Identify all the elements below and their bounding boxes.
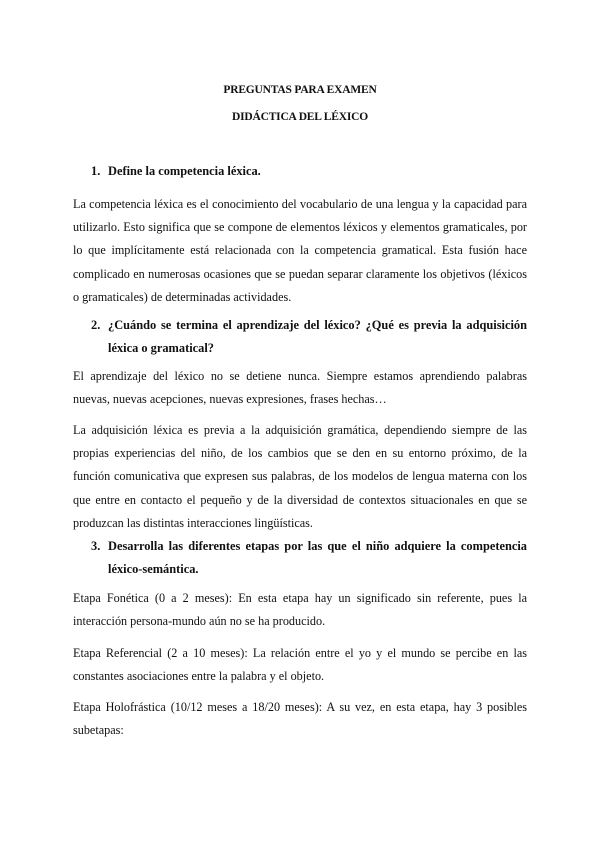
question-number: 2. xyxy=(91,318,101,332)
answer-paragraph-etapa-holofrastica: Etapa Holofrástica (10/12 meses a 18/20 meses): A su vez, en esta etapa, hay 3 posibles subetapas: xyxy=(73,700,527,738)
question-2 xyxy=(91,314,527,360)
answer-paragraph-etapa-referencial: Etapa Referencial (2 a 10 meses): La relación entre el yo y el mundo se percibe en las constantes asociaciones entre la palabra y el objeto. xyxy=(73,646,527,684)
document-title: PREGUNTAS PARA EXAMEN xyxy=(223,84,377,96)
question-text: Desarrolla las diferentes etapas por las que el niño adquiere la competencia léxico-semántica. xyxy=(108,539,527,576)
answer-paragraph-aprendizaje: El aprendizaje del léxico no se detiene nunca. Siempre estamos aprendiendo palabras nuevas, nuevas acepciones, nuevas expresiones, frases hechas… xyxy=(73,369,527,407)
document-subtitle: DIDÁCTICA DEL LÉXICO xyxy=(232,111,368,123)
question-text: Define la competencia léxica. xyxy=(108,164,261,178)
answer-paragraph-adquisicion: La adquisición léxica es previa a la adquisición gramática, dependiendo siempre de las propias experiencias del niño, de los cambios que se den en su entorno próximo, de la función comunicativa que expresen sus palabras, de los modelos de lengua materna con los que entre en contacto el pequeño y de la diversidad de contextos situacionales en que se produzcan las distintas interacciones lingüísticas. xyxy=(73,423,527,530)
question-number: 3. xyxy=(91,539,101,553)
answer-paragraph-competencia: La competencia léxica es el conocimiento del vocabulario de una lengua y la capacidad para utilizarlo. Esto significa que se compone de elementos léxicos y elementos gramaticales, por lo que implícitamente está relacionada con la competencia gramatical. Esta fusión hace complicado en numerosas ocasiones que se puedan separar claramente los objetivos (léxicos o gramaticales) de determinadas actividades. xyxy=(73,197,527,304)
answer-paragraph-etapa-fonetica: Etapa Fonética (0 a 2 meses): En esta etapa hay un significado sin referente, pues la interacción persona-mundo aún no se ha producido. xyxy=(73,591,527,629)
question-text: ¿Cuándo se termina el aprendizaje del léxico? ¿Qué es previa la adquisición léxica o gramatical? xyxy=(108,318,527,355)
question-number: 1. xyxy=(91,164,101,178)
question-1 xyxy=(91,160,527,183)
question-3 xyxy=(91,535,527,581)
